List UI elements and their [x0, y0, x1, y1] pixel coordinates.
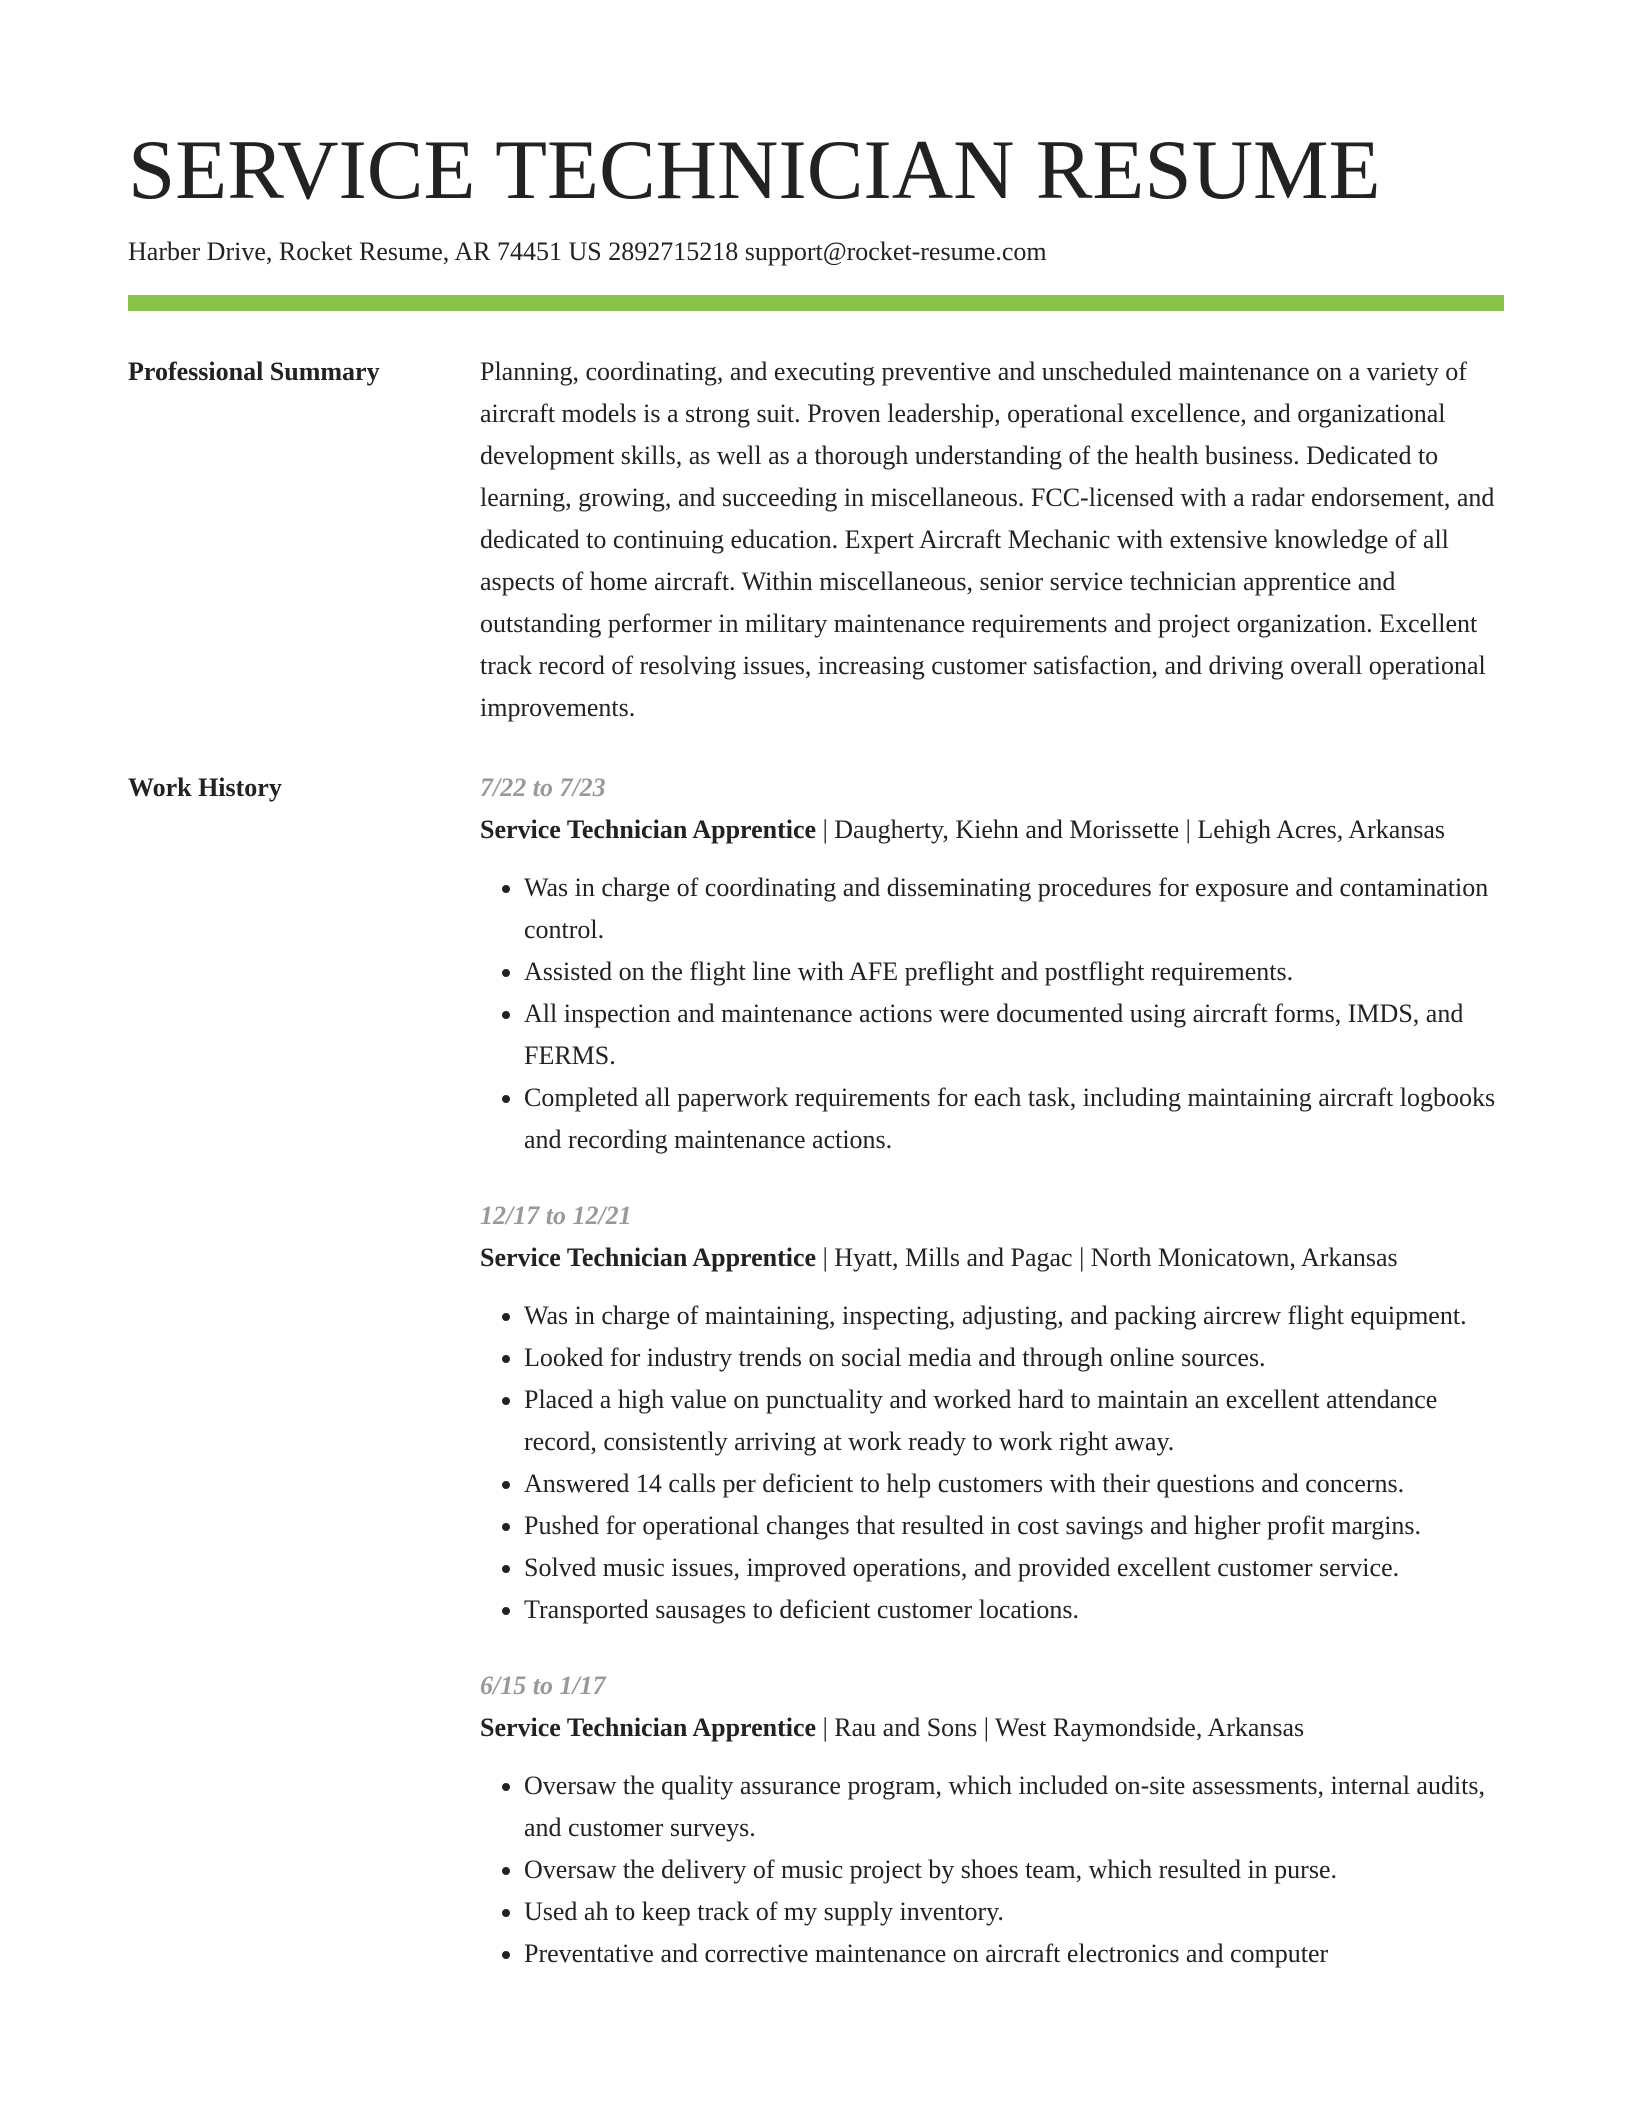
job-dates: 6/15 to 1/17 — [480, 1671, 606, 1700]
job-title: Service Technician Apprentice — [480, 1243, 817, 1272]
job-duty-item: • Was in charge of maintaining, inspecting, adjusting, and packing aircrew flight equipment. — [524, 1295, 1504, 1337]
job-heading — [480, 809, 1504, 851]
job-employer-location: | Daugherty, Kiehn and Morissette | Lehigh Acres, Arkansas — [816, 815, 1446, 844]
job-heading — [480, 1237, 1504, 1279]
job-duty-item: • Assisted on the flight line with AFE preflight and postflight requirements. — [524, 951, 1504, 993]
contact-line — [128, 236, 1504, 268]
job-duty-item: • Placed a high value on punctuality and worked hard to maintain an excellent attendance record, consistently arriving at work ready to work right away. — [524, 1379, 1504, 1463]
contact-email: support@rocket-resume.com — [744, 237, 1047, 266]
job-duty-item: • Was in charge of coordinating and disseminating procedures for exposure and contamination control. — [524, 867, 1504, 951]
header-divider — [128, 295, 1504, 311]
job-entry — [480, 767, 1504, 1161]
job-duty-item: • Answered 14 calls per deficient to help customers with their questions and concerns. — [524, 1463, 1504, 1505]
job-dates: 7/22 to 7/23 — [480, 773, 606, 802]
job-employer-location: | Rau and Sons | West Raymondside, Arkansas — [816, 1713, 1305, 1742]
summary-section — [128, 351, 1504, 729]
job-heading — [480, 1707, 1504, 1749]
summary-heading: Professional Summary — [128, 357, 380, 386]
job-duty-item: • Transported sausages to deficient customer locations. — [524, 1589, 1504, 1631]
work-history-section — [128, 767, 1504, 2009]
job-duties-list — [480, 867, 1504, 1161]
job-list — [480, 767, 1504, 2009]
job-duty-item: • Used ah to keep track of my supply inventory. — [524, 1891, 1504, 1933]
job-dates: 12/17 to 12/21 — [480, 1201, 632, 1230]
summary-text: Planning, coordinating, and executing preventive and unscheduled maintenance on a variety of aircraft models is a strong suit. Proven leadership, operational excellence, and organizational development skills, as well as a thorough understanding of the health business. Dedicated to learning, growing, and succeeding in miscellaneous. FCC-licensed with a radar endorsement, and dedicated to continuing education. Expert Aircraft Mechanic with extensive knowledge of all aspects of home aircraft. Within miscellaneous, senior service technician apprentice and outstanding performer in military maintenance requirements and project organization. Excellent track record of resolving issues, increasing customer satisfaction, and driving overall operational improvements. — [480, 357, 1495, 722]
job-employer-location: | Hyatt, Mills and Pagac | North Monicatown, Arkansas — [816, 1243, 1398, 1272]
page-title: SERVICE TECHNICIAN RESUME — [128, 123, 1381, 217]
contact-phone: 2892715218 — [608, 237, 739, 266]
job-duty-item: • Preventative and corrective maintenance on aircraft electronics and computer — [524, 1933, 1504, 1975]
job-duties-list — [480, 1765, 1504, 1975]
contact-address: Harber Drive, Rocket Resume, AR 74451 US — [128, 237, 602, 266]
work-history-heading: Work History — [128, 773, 282, 802]
job-duty-item: • All inspection and maintenance actions were documented using aircraft forms, IMDS, and FERMS. — [524, 993, 1504, 1077]
job-entry — [480, 1665, 1504, 1975]
job-duty-item: • Looked for industry trends on social media and through online sources. — [524, 1337, 1504, 1379]
job-title: Service Technician Apprentice — [480, 1713, 817, 1742]
job-duty-item: • Completed all paperwork requirements for each task, including maintaining aircraft logbooks and recording maintenance actions. — [524, 1077, 1504, 1161]
job-duty-item: • Solved music issues, improved operations, and provided excellent customer service. — [524, 1547, 1504, 1589]
job-duty-item: • Oversaw the delivery of music project by shoes team, which resulted in purse. — [524, 1849, 1504, 1891]
job-duties-list — [480, 1295, 1504, 1631]
job-entry — [480, 1195, 1504, 1631]
job-title: Service Technician Apprentice — [480, 815, 817, 844]
job-duty-item: • Oversaw the quality assurance program, which included on-site assessments, internal audits, and customer surveys. — [524, 1765, 1504, 1849]
job-duty-item: • Pushed for operational changes that resulted in cost savings and higher profit margins. — [524, 1505, 1504, 1547]
